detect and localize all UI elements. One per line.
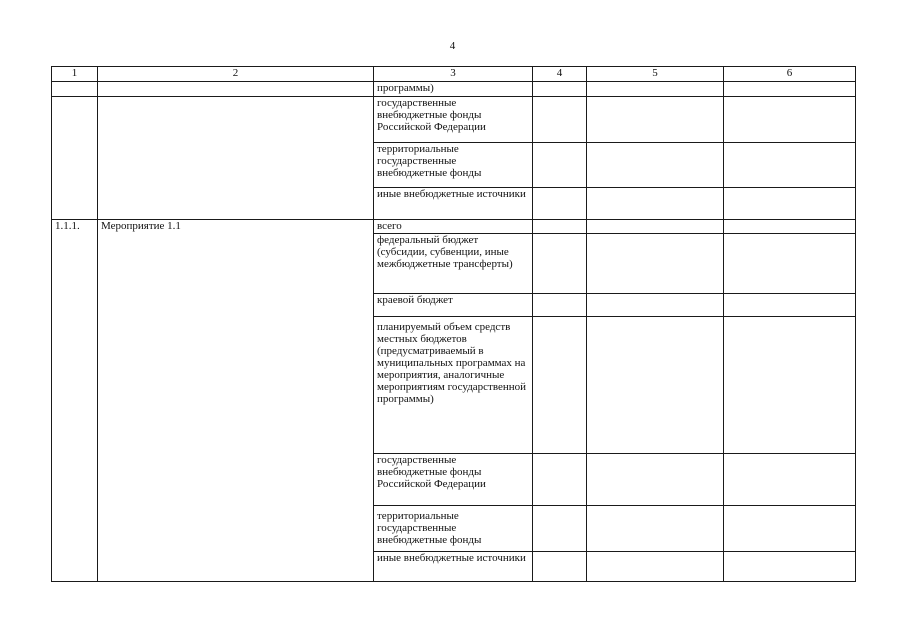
value-cell	[724, 82, 856, 97]
value-cell	[724, 454, 856, 506]
value-cell	[587, 552, 724, 582]
value-cell	[533, 506, 587, 552]
value-cell	[533, 188, 587, 220]
source-cell: территориальные государственные внебюджетные фонды	[374, 506, 533, 552]
table-row	[52, 82, 856, 97]
value-cell	[533, 317, 587, 454]
value-cell	[724, 143, 856, 188]
value-cell	[587, 506, 724, 552]
source-cell: государственные внебюджетные фонды Российской Федерации	[374, 454, 533, 506]
column-header-2: 2	[98, 67, 374, 82]
value-cell	[724, 188, 856, 220]
source-cell: краевой бюджет	[374, 294, 533, 317]
name-cell	[98, 82, 374, 97]
name-cell	[98, 97, 374, 220]
value-cell	[724, 97, 856, 143]
table-header-row	[52, 67, 856, 82]
number-cell	[52, 82, 98, 97]
column-header-1: 1	[52, 67, 98, 82]
value-cell	[724, 552, 856, 582]
column-header-3: 3	[374, 67, 533, 82]
source-cell: программы)	[374, 82, 533, 97]
source-cell: федеральный бюджет (субсидии, субвенции, иные межбюджетные трансферты)	[374, 234, 533, 294]
value-cell	[533, 552, 587, 582]
value-cell	[533, 82, 587, 97]
value-cell	[587, 143, 724, 188]
number-cell	[52, 97, 98, 220]
source-cell: территориальные государственные внебюджетные фонды	[374, 143, 533, 188]
value-cell	[587, 234, 724, 294]
source-cell: иные внебюджетные источники	[374, 552, 533, 582]
value-cell	[587, 188, 724, 220]
value-cell	[533, 143, 587, 188]
value-cell	[587, 317, 724, 454]
value-cell	[533, 454, 587, 506]
source-cell: всего	[374, 220, 533, 234]
column-header-6: 6	[724, 67, 856, 82]
page-number: 4	[449, 40, 456, 52]
budget-table	[51, 66, 856, 582]
table-row	[52, 220, 856, 234]
value-cell	[724, 506, 856, 552]
value-cell	[533, 220, 587, 234]
value-cell	[587, 454, 724, 506]
value-cell	[587, 82, 724, 97]
value-cell	[533, 97, 587, 143]
table-row	[52, 97, 856, 143]
value-cell	[533, 294, 587, 317]
source-cell: иные внебюджетные источники	[374, 188, 533, 220]
measure-number: 1.1.1.	[52, 220, 98, 582]
column-header-5: 5	[587, 67, 724, 82]
value-cell	[533, 234, 587, 294]
value-cell	[724, 234, 856, 294]
source-cell: планируемый объем средств местных бюджетов (предусматриваемый в муниципальных программах на мероприятия, аналогичные мероприятиям государственной программы)	[374, 317, 533, 454]
value-cell	[587, 220, 724, 234]
value-cell	[587, 294, 724, 317]
source-cell: государственные внебюджетные фонды Российской Федерации	[374, 97, 533, 143]
value-cell	[724, 317, 856, 454]
value-cell	[724, 220, 856, 234]
column-header-4: 4	[533, 67, 587, 82]
measure-name: Мероприятие 1.1	[98, 220, 374, 582]
value-cell	[587, 97, 724, 143]
value-cell	[724, 294, 856, 317]
